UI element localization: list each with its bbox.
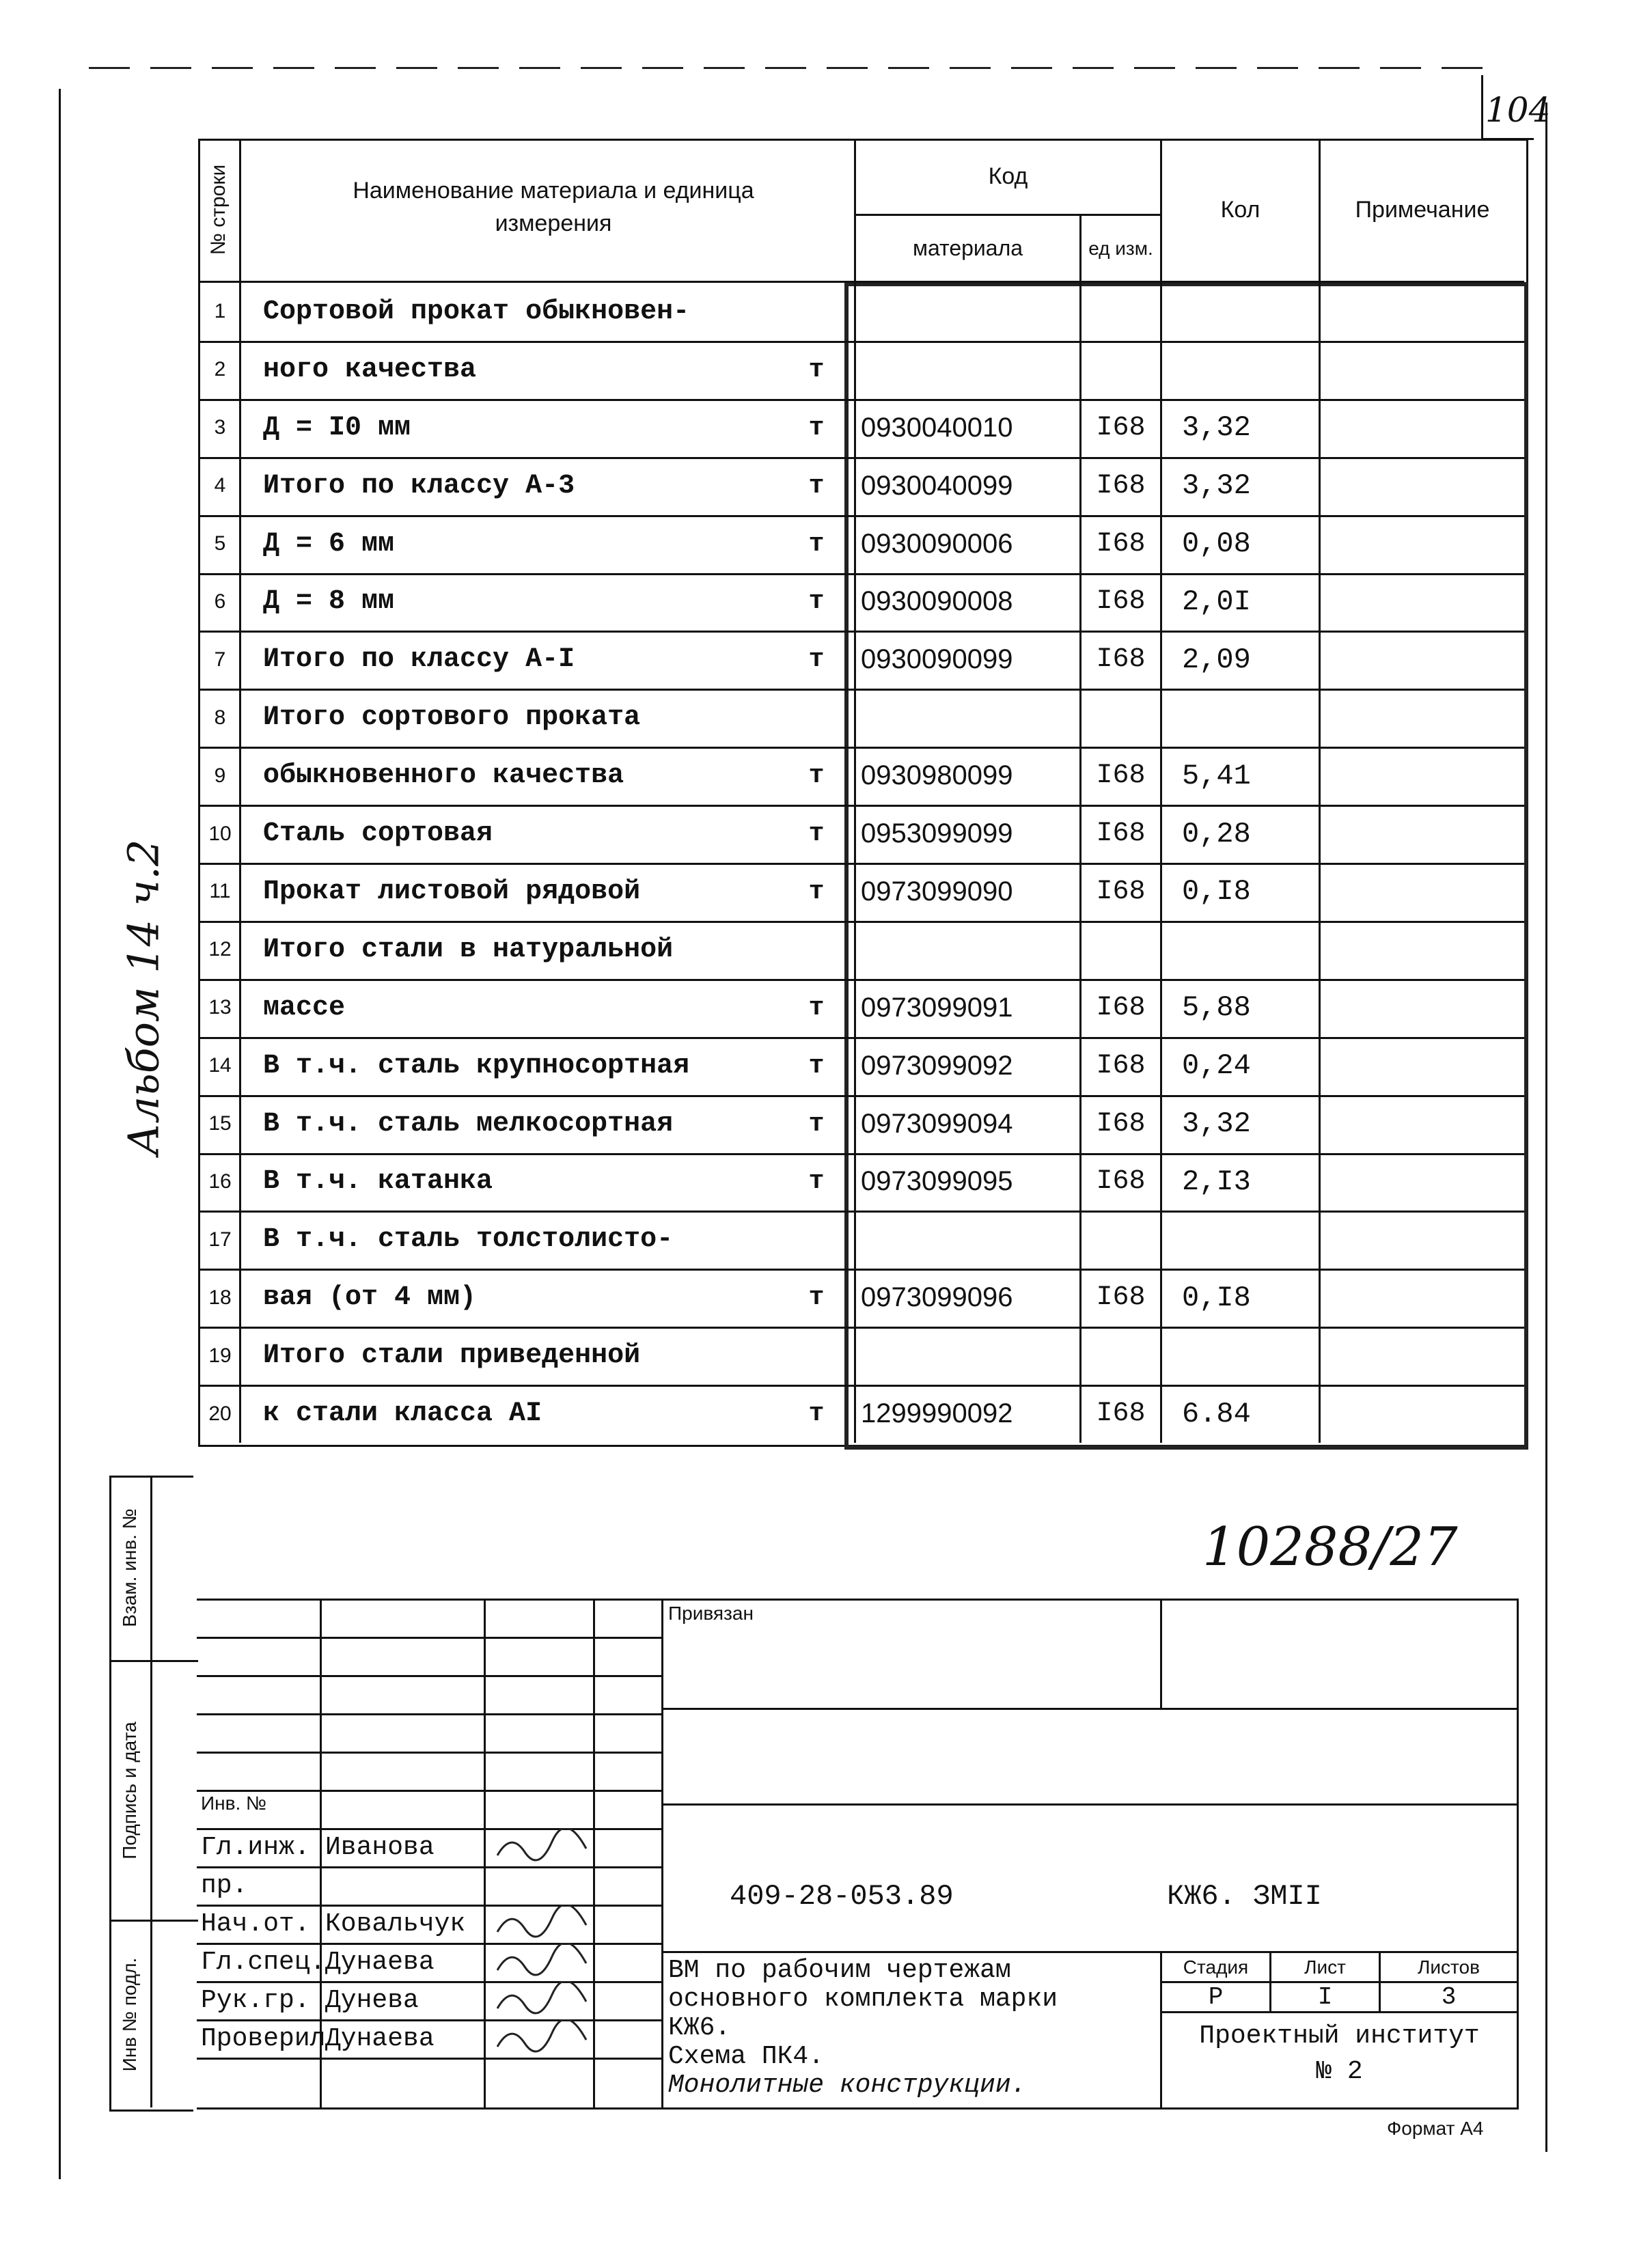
sheets-label: Листов <box>1418 1956 1480 1978</box>
row-number: 15 <box>208 1112 232 1135</box>
row-qty: 2,0I <box>1182 585 1251 618</box>
desc-line-3: КЖ6. <box>668 2013 731 2043</box>
row-number: 14 <box>208 1054 232 1077</box>
row-name: В т.ч. сталь толстолисто- <box>263 1224 674 1256</box>
signature-mark <box>491 2019 593 2058</box>
row-name: В т.ч. катанка <box>263 1166 493 1198</box>
row-number: 1 <box>214 300 226 323</box>
row-code: 0973099095 <box>861 1166 1013 1197</box>
row-qty: 0,08 <box>1182 527 1251 561</box>
row-name: Итого по классу А-I <box>263 644 575 676</box>
row-unit-mark: т <box>808 819 825 849</box>
row-number: 13 <box>208 996 232 1019</box>
header-name: Наименование материала и единица измерения <box>353 178 754 236</box>
signer-row <box>197 1905 661 1943</box>
row-code: 0930040099 <box>861 470 1013 501</box>
inv-no-label: Инв. № <box>201 1793 267 1814</box>
row-qty: 3,32 <box>1182 411 1251 445</box>
row-code: 0930090006 <box>861 528 1013 559</box>
row-unit: I68 <box>1096 1050 1146 1081</box>
row-code <box>861 283 1079 341</box>
description-block <box>668 1956 1153 2100</box>
signer-role: Нач.от. <box>201 1909 310 1939</box>
row-name: В т.ч. сталь крупносортная <box>263 1050 690 1081</box>
table-row <box>198 1327 1524 1385</box>
row-unit-mark <box>786 283 847 341</box>
row-name: Итого стали в натуральной <box>263 934 674 965</box>
row-number: 4 <box>214 474 226 497</box>
row-code: 0953099099 <box>861 818 1013 849</box>
signer-role: Гл.спец. <box>201 1947 326 1977</box>
row-code <box>861 689 1079 747</box>
row-name: Итого стали приведенной <box>263 1340 641 1372</box>
table-row <box>198 515 1524 573</box>
row-code: 0973099090 <box>861 876 1013 907</box>
row-unit: I68 <box>1096 470 1146 501</box>
row-unit <box>1081 341 1160 399</box>
row-qty: 5,41 <box>1182 759 1251 792</box>
row-number: 17 <box>208 1228 232 1251</box>
row-qty: 3,32 <box>1182 469 1251 503</box>
right-edge-line <box>1545 102 1547 2152</box>
signature-mark <box>491 1981 593 2019</box>
signer-name: Иванова <box>325 1832 435 1862</box>
header-row-no: № строки <box>207 164 230 255</box>
row-qty <box>1182 921 1319 979</box>
side-vzam-wrap <box>109 1476 150 1660</box>
row-name: обыкновенного качества <box>263 760 624 792</box>
row-qty <box>1182 1327 1319 1385</box>
top-dashed-edge <box>89 67 1496 69</box>
row-unit-mark <box>786 1327 847 1385</box>
table-row <box>198 863 1524 921</box>
row-unit-mark: т <box>808 1109 825 1139</box>
row-qty: 0,I8 <box>1182 875 1251 909</box>
row-code: 0973099094 <box>861 1108 1013 1139</box>
row-unit: I68 <box>1096 528 1146 559</box>
row-unit-mark <box>786 689 847 747</box>
row-unit: I68 <box>1096 1398 1146 1430</box>
format-label: Формат А4 <box>1387 2118 1484 2139</box>
table-row <box>198 1385 1524 1443</box>
header-unit: ед изм. <box>1088 237 1153 259</box>
side-vzam: Взам. инв. № <box>119 1508 140 1627</box>
row-qty <box>1182 1211 1319 1269</box>
row-code <box>861 1327 1079 1385</box>
row-name: вая (от 4 мм) <box>263 1282 477 1314</box>
material-table <box>198 139 1527 1446</box>
privyazan-label: Привязан <box>668 1603 754 1624</box>
signer-name: Дунаева <box>325 2023 435 2053</box>
row-unit-mark: т <box>808 1051 825 1081</box>
row-unit-mark: т <box>808 1399 825 1429</box>
row-qty: 2,09 <box>1182 643 1251 676</box>
row-name: В т.ч. сталь мелкосортная <box>263 1108 674 1139</box>
signer-role: Проверил <box>201 2023 326 2053</box>
desc-line-5: Монолитные конструкции. <box>668 2071 1027 2100</box>
table-row <box>198 457 1524 515</box>
table-row <box>198 1153 1524 1211</box>
row-unit-mark: т <box>808 413 825 443</box>
row-code: 0930980099 <box>861 760 1013 791</box>
row-code: 0973099096 <box>861 1282 1013 1313</box>
signer-role: Рук.гр. <box>201 1985 310 2015</box>
row-name: Д = I0 мм <box>263 412 411 443</box>
table-body <box>198 283 1524 1443</box>
row-name: массе <box>263 992 346 1023</box>
row-qty: 2,I3 <box>1182 1165 1251 1198</box>
row-number: 16 <box>208 1170 232 1193</box>
album-label: Альбом 14 ч.2 <box>118 839 169 1156</box>
signers-list <box>197 1828 661 2058</box>
table-row <box>198 689 1524 747</box>
row-name: Итого сортового проката <box>263 702 641 734</box>
row-code <box>861 1211 1079 1269</box>
row-number: 18 <box>208 1286 232 1309</box>
doc-code: 409-28-053.89 <box>730 1880 954 1913</box>
row-qty: 6.84 <box>1182 1397 1251 1430</box>
row-unit: I68 <box>1096 586 1146 618</box>
row-name: Сталь сортовая <box>263 818 493 850</box>
handwritten-number: 10288/27 <box>1202 1517 1458 1578</box>
row-code: 0930090099 <box>861 644 1013 675</box>
org-line-2: № 2 <box>1316 2056 1363 2086</box>
row-unit-mark: т <box>808 993 825 1023</box>
table-row <box>198 1269 1524 1327</box>
row-number: 9 <box>214 764 226 787</box>
row-unit-mark: т <box>808 876 825 907</box>
row-number: 3 <box>214 416 226 439</box>
signer-row <box>197 2019 661 2058</box>
row-code: 0930040010 <box>861 412 1013 443</box>
stage-value: Р <box>1208 1983 1224 2011</box>
row-number: 20 <box>208 1402 232 1425</box>
table-row <box>198 979 1524 1037</box>
header-code: Код <box>988 163 1028 189</box>
signer-row <box>197 1828 661 1866</box>
row-unit: I68 <box>1096 876 1146 907</box>
album-label-wrap <box>102 839 184 1156</box>
row-unit-mark <box>786 1211 847 1269</box>
desc-line-1: ВМ по рабочим чертежам <box>668 1956 1011 1985</box>
row-unit: I68 <box>1096 412 1146 443</box>
row-name: Итого по классу А-3 <box>263 470 575 501</box>
side-podpis: Подпись и дата <box>119 1721 140 1859</box>
signer-role: Гл.инж. <box>201 1832 310 1862</box>
row-unit: I68 <box>1096 644 1146 676</box>
row-unit <box>1081 1211 1160 1269</box>
table-row <box>198 1211 1524 1269</box>
row-code <box>861 921 1079 979</box>
row-number: 10 <box>208 822 232 845</box>
row-name: Прокат листовой рядовой <box>263 876 641 907</box>
row-number: 19 <box>208 1344 232 1367</box>
signature-mark <box>491 1905 593 1943</box>
row-qty: 0,I8 <box>1182 1281 1251 1314</box>
table-row <box>198 283 1524 341</box>
side-podpis-wrap <box>109 1662 150 1920</box>
signer-row <box>197 1866 661 1905</box>
row-qty: 0,28 <box>1182 817 1251 850</box>
row-unit: I68 <box>1096 1282 1146 1314</box>
row-unit <box>1081 1327 1160 1385</box>
row-name: Сортовой прокат обыкновен- <box>263 296 690 327</box>
row-qty <box>1182 283 1319 341</box>
page-number: 104 <box>1485 90 1551 130</box>
mark-code: КЖ6. ЗМII <box>1167 1880 1322 1913</box>
row-unit-mark: т <box>808 529 825 559</box>
table-row <box>198 1095 1524 1153</box>
signer-name: Дунева <box>325 1985 419 2015</box>
row-unit: I68 <box>1096 1166 1146 1198</box>
row-unit-mark <box>786 921 847 979</box>
row-code: 0973099091 <box>861 992 1013 1023</box>
row-unit-mark: т <box>808 761 825 791</box>
signature-mark <box>491 1828 593 1866</box>
header-material: материала <box>912 236 1023 260</box>
row-name: Д = 8 мм <box>263 586 395 618</box>
row-unit-mark: т <box>808 471 825 501</box>
row-number: 2 <box>214 358 226 381</box>
side-invpodl-wrap <box>109 1922 150 2107</box>
row-unit-mark: т <box>808 645 825 675</box>
row-qty: 0,24 <box>1182 1049 1251 1083</box>
row-name: Д = 6 мм <box>263 528 395 559</box>
row-number: 7 <box>214 648 226 671</box>
side-invpodl: Инв № подл. <box>119 1957 140 2072</box>
row-unit: I68 <box>1096 818 1146 850</box>
row-unit: I68 <box>1096 992 1146 1023</box>
table-row <box>198 921 1524 979</box>
row-unit-mark: т <box>808 1283 825 1313</box>
row-unit <box>1081 283 1160 341</box>
row-qty <box>1182 341 1319 399</box>
row-number: 8 <box>214 706 226 729</box>
row-code: 0930090008 <box>861 586 1013 617</box>
signer-name: Дунаева <box>325 1947 435 1977</box>
stage-label: Стадия <box>1183 1956 1249 1978</box>
sheet-value: I <box>1317 1983 1333 2011</box>
row-unit-mark: т <box>808 355 825 385</box>
header-note: Примечание <box>1355 196 1490 223</box>
table-row <box>198 631 1524 689</box>
signature-mark <box>491 1943 593 1981</box>
desc-line-2: основного комплекта марки <box>668 1984 1058 2014</box>
desc-line-4: Схема ПК4. <box>668 2042 825 2071</box>
row-name: ного качества <box>263 354 477 385</box>
row-unit-mark: т <box>808 587 825 617</box>
sheets-value: 3 <box>1441 1983 1457 2011</box>
row-unit <box>1081 921 1160 979</box>
row-number: 12 <box>208 938 232 961</box>
row-unit-mark: т <box>808 1167 825 1197</box>
title-block <box>197 1599 1519 2107</box>
row-unit <box>1081 689 1160 747</box>
row-qty <box>1182 689 1319 747</box>
signer-row <box>197 1981 661 2019</box>
row-code: 0973099092 <box>861 1050 1013 1081</box>
row-qty: 3,32 <box>1182 1107 1251 1141</box>
sheet-label: Лист <box>1304 1956 1346 1978</box>
table-row <box>198 573 1524 631</box>
table-row <box>198 399 1524 457</box>
left-edge-line <box>59 89 61 2179</box>
row-code <box>861 341 1079 399</box>
row-unit: I68 <box>1096 760 1146 792</box>
row-number: 11 <box>209 880 231 903</box>
header-qty: Кол <box>1220 196 1260 223</box>
row-code: 1299990092 <box>861 1398 1013 1429</box>
table-row <box>198 341 1524 399</box>
signer-name: Ковальчук <box>325 1909 466 1939</box>
row-qty: 5,88 <box>1182 991 1251 1025</box>
table-row <box>198 805 1524 863</box>
signer-row <box>197 1943 661 1981</box>
table-row <box>198 747 1524 805</box>
row-unit: I68 <box>1096 1108 1146 1139</box>
table-row <box>198 1037 1524 1095</box>
row-name: к стали класса АI <box>263 1398 542 1430</box>
signer-role: пр. <box>201 1870 248 1900</box>
row-number: 6 <box>214 590 226 613</box>
org-line-1: Проектный институт <box>1199 2021 1480 2051</box>
row-number: 5 <box>214 532 226 555</box>
